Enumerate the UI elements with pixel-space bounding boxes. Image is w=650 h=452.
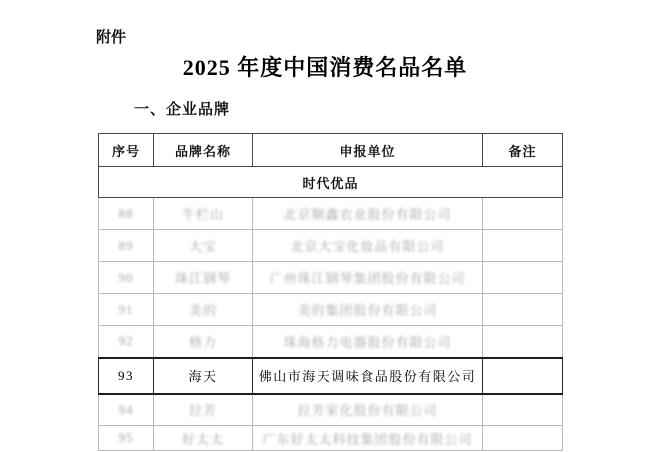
declaring-unit-text: 拉芳家化股份有限公司 — [297, 403, 438, 419]
serial-number-text: 90 — [118, 269, 134, 285]
cell-serial-number — [99, 426, 154, 451]
cell-serial-number — [99, 294, 154, 326]
page-title: 2025 年度中国消费名品名单 — [182, 55, 468, 80]
cell-serial-number — [99, 198, 154, 230]
declaring-unit-text: 佛山市海天调味食品股份有限公司 — [258, 369, 477, 384]
declaring-unit-text: 珠海格力电器股份有限公司 — [283, 334, 452, 350]
cell-remark — [483, 230, 563, 262]
cell-declaring-unit — [253, 426, 483, 451]
serial-number-text: 93 — [118, 367, 134, 383]
table-row — [99, 198, 563, 230]
cell-declaring-unit — [253, 262, 483, 294]
brand-name-text: 格力 — [188, 334, 217, 350]
table-row — [99, 294, 563, 326]
serial-number-text: 92 — [118, 333, 134, 349]
serial-number-text: 89 — [118, 237, 134, 253]
cell-remark — [483, 262, 563, 294]
serial-number-text: 94 — [118, 401, 134, 417]
cell-brand-name — [154, 358, 253, 394]
column-header-unit: 申报单位 — [253, 134, 483, 167]
cell-brand-name — [154, 230, 253, 262]
table-body — [99, 198, 563, 451]
serial-number-text: 88 — [118, 205, 134, 221]
cell-brand-name — [154, 426, 253, 451]
group-row — [99, 167, 563, 198]
declaring-unit-text: 北京大宝化妆品有限公司 — [290, 239, 445, 254]
table-row — [99, 230, 563, 262]
group-row-label: 时代优品 — [99, 167, 563, 198]
table-row — [99, 426, 563, 451]
cell-declaring-unit — [253, 326, 483, 358]
cell-declaring-unit — [253, 358, 483, 394]
attachment-label: 附件 — [96, 29, 127, 46]
cell-serial-number — [99, 358, 154, 394]
declaring-unit-text: 广东好太太科技集团股份有限公司 — [262, 431, 473, 447]
declaring-unit-text: 广州珠江钢琴集团股份有限公司 — [269, 271, 466, 286]
serial-number-text: 95 — [118, 430, 134, 445]
cell-remark — [483, 326, 563, 358]
table-header-row — [99, 134, 563, 167]
table-row — [99, 326, 563, 358]
column-header-no: 序号 — [99, 134, 154, 167]
table-row — [99, 358, 563, 394]
cell-brand-name — [154, 294, 253, 326]
brand-table — [98, 133, 563, 451]
cell-serial-number — [99, 394, 154, 426]
brand-name-text: 牛栏山 — [181, 207, 224, 222]
cell-remark — [483, 358, 563, 394]
cell-remark — [483, 294, 563, 326]
cell-declaring-unit — [253, 394, 483, 426]
cell-brand-name — [154, 198, 253, 230]
cell-remark — [483, 394, 563, 426]
column-header-remark: 备注 — [483, 134, 563, 167]
cell-declaring-unit — [253, 294, 483, 326]
brand-name-text: 好太太 — [181, 431, 224, 447]
column-header-brand: 品牌名称 — [154, 134, 253, 167]
cell-declaring-unit — [253, 198, 483, 230]
brand-name-text: 拉芳 — [188, 403, 217, 419]
cell-declaring-unit — [253, 230, 483, 262]
declaring-unit-text: 北京顺鑫农业股份有限公司 — [283, 207, 452, 222]
declaring-unit-text: 美的集团股份有限公司 — [297, 303, 438, 318]
brand-name-text: 美的 — [188, 303, 217, 318]
cell-brand-name — [154, 394, 253, 426]
cell-serial-number — [99, 262, 154, 294]
cell-brand-name — [154, 326, 253, 358]
brand-name-text: 大宝 — [188, 239, 217, 254]
cell-serial-number — [99, 326, 154, 358]
cell-remark — [483, 198, 563, 230]
table-row — [99, 262, 563, 294]
cell-serial-number — [99, 230, 154, 262]
serial-number-text: 91 — [118, 301, 134, 317]
cell-brand-name — [154, 262, 253, 294]
section-heading: 一、企业品牌 — [134, 101, 231, 118]
table-row — [99, 394, 563, 426]
cell-remark — [483, 426, 563, 451]
brand-name-text: 珠江钢琴 — [174, 271, 231, 286]
brand-name-text: 海天 — [188, 369, 218, 384]
